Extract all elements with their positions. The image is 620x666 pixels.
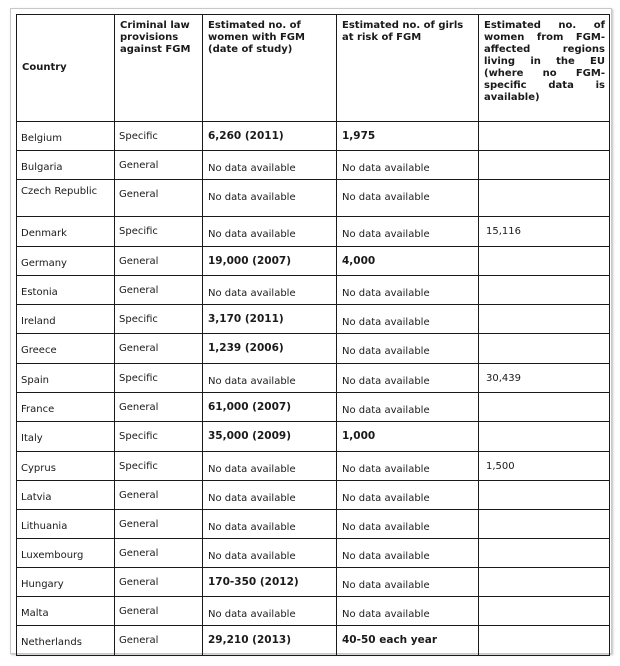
table-row — [17, 122, 610, 151]
girls-at-risk-cell: No data available — [337, 568, 479, 597]
women-fgm-cell: No data available — [203, 217, 337, 247]
country-cell: Luxembourg — [17, 539, 115, 568]
law-cell: General — [115, 393, 203, 422]
girls-at-risk-cell: No data available — [337, 217, 479, 247]
women-eu-cell — [479, 539, 610, 568]
law-cell: General — [115, 481, 203, 510]
women-fgm-cell: 19,000 (2007) — [203, 247, 337, 276]
table-row — [17, 247, 610, 276]
country-cell: Czech Republic — [17, 180, 115, 217]
table-row — [17, 452, 610, 481]
country-cell: Estonia — [17, 276, 115, 305]
table-row — [17, 151, 610, 180]
law-cell: General — [115, 568, 203, 597]
women-eu-cell — [479, 180, 610, 217]
girls-at-risk-cell: No data available — [337, 452, 479, 481]
women-eu-cell — [479, 305, 610, 334]
table-row — [17, 568, 610, 597]
women-eu-cell — [479, 393, 610, 422]
women-eu-cell: 15,116 — [479, 217, 610, 247]
women-fgm-cell: No data available — [203, 597, 337, 626]
country-cell: Italy — [17, 422, 115, 452]
girls-at-risk-cell: No data available — [337, 539, 479, 568]
country-cell: Belgium — [17, 122, 115, 151]
girls-at-risk-cell: 1,975 — [337, 122, 479, 151]
header-women-eu: Estimated no. of women from FGM-affected regions living in the EU (where no FGM-specific data is available) — [479, 15, 610, 122]
girls-at-risk-cell: 40-50 each year — [337, 626, 479, 656]
law-cell: Specific — [115, 122, 203, 151]
header-country: Country — [17, 15, 115, 122]
law-cell: Specific — [115, 364, 203, 393]
law-cell: General — [115, 247, 203, 276]
country-cell: Ireland — [17, 305, 115, 334]
girls-at-risk-cell: No data available — [337, 305, 479, 334]
header-girls-at-risk: Estimated no. of girls at risk of FGM — [337, 15, 479, 122]
country-cell: Cyprus — [17, 452, 115, 481]
country-cell: Netherlands — [17, 626, 115, 656]
women-eu-cell — [479, 481, 610, 510]
fgm-table — [16, 14, 610, 656]
women-fgm-cell: No data available — [203, 151, 337, 180]
table-row — [17, 180, 610, 217]
law-cell: Specific — [115, 305, 203, 334]
women-fgm-cell: No data available — [203, 364, 337, 393]
country-cell: Greece — [17, 334, 115, 364]
girls-at-risk-cell: No data available — [337, 364, 479, 393]
girls-at-risk-cell: No data available — [337, 597, 479, 626]
table-row — [17, 422, 610, 452]
girls-at-risk-cell: No data available — [337, 510, 479, 539]
girls-at-risk-cell: No data available — [337, 276, 479, 305]
women-fgm-cell: 35,000 (2009) — [203, 422, 337, 452]
table-row — [17, 539, 610, 568]
women-eu-cell — [479, 422, 610, 452]
women-fgm-cell: 1,239 (2006) — [203, 334, 337, 364]
law-cell: General — [115, 626, 203, 656]
law-cell: Specific — [115, 422, 203, 452]
law-cell: General — [115, 334, 203, 364]
women-eu-cell — [479, 568, 610, 597]
country-cell: Bulgaria — [17, 151, 115, 180]
women-eu-cell — [479, 626, 610, 656]
country-cell: Lithuania — [17, 510, 115, 539]
table-row — [17, 276, 610, 305]
country-cell: Hungary — [17, 568, 115, 597]
girls-at-risk-cell: 1,000 — [337, 422, 479, 452]
women-eu-cell — [479, 334, 610, 364]
women-fgm-cell: No data available — [203, 481, 337, 510]
law-cell: General — [115, 180, 203, 217]
women-fgm-cell: 61,000 (2007) — [203, 393, 337, 422]
women-fgm-cell: 6,260 (2011) — [203, 122, 337, 151]
law-cell: General — [115, 151, 203, 180]
girls-at-risk-cell: No data available — [337, 393, 479, 422]
women-fgm-cell: 29,210 (2013) — [203, 626, 337, 656]
women-fgm-cell: 3,170 (2011) — [203, 305, 337, 334]
women-fgm-cell: No data available — [203, 276, 337, 305]
table-row — [17, 393, 610, 422]
table-row — [17, 597, 610, 626]
table-row — [17, 334, 610, 364]
header-row — [17, 15, 610, 122]
law-cell: General — [115, 510, 203, 539]
country-cell: Latvia — [17, 481, 115, 510]
girls-at-risk-cell: 4,000 — [337, 247, 479, 276]
women-fgm-cell: No data available — [203, 510, 337, 539]
women-eu-cell — [479, 247, 610, 276]
law-cell: General — [115, 597, 203, 626]
women-eu-cell — [479, 597, 610, 626]
table-row — [17, 481, 610, 510]
law-cell: General — [115, 276, 203, 305]
country-cell: Germany — [17, 247, 115, 276]
women-eu-cell — [479, 122, 610, 151]
law-cell: Specific — [115, 217, 203, 247]
table-row — [17, 364, 610, 393]
women-fgm-cell: No data available — [203, 452, 337, 481]
header-women-fgm: Estimated no. of women with FGM (date of study) — [203, 15, 337, 122]
country-cell: Spain — [17, 364, 115, 393]
women-eu-cell: 1,500 — [479, 452, 610, 481]
women-eu-cell — [479, 510, 610, 539]
girls-at-risk-cell: No data available — [337, 481, 479, 510]
table-row — [17, 217, 610, 247]
women-eu-cell: 30,439 — [479, 364, 610, 393]
law-cell: General — [115, 539, 203, 568]
girls-at-risk-cell: No data available — [337, 151, 479, 180]
women-fgm-cell: 170-350 (2012) — [203, 568, 337, 597]
women-eu-cell — [479, 276, 610, 305]
table-row — [17, 510, 610, 539]
header-law: Criminal law provisions against FGM — [115, 15, 203, 122]
women-fgm-cell: No data available — [203, 180, 337, 217]
table-row — [17, 626, 610, 656]
table-row — [17, 305, 610, 334]
women-fgm-cell: No data available — [203, 539, 337, 568]
law-cell: Specific — [115, 452, 203, 481]
girls-at-risk-cell: No data available — [337, 180, 479, 217]
country-cell: France — [17, 393, 115, 422]
country-cell: Denmark — [17, 217, 115, 247]
country-cell: Malta — [17, 597, 115, 626]
women-eu-cell — [479, 151, 610, 180]
girls-at-risk-cell: No data available — [337, 334, 479, 364]
